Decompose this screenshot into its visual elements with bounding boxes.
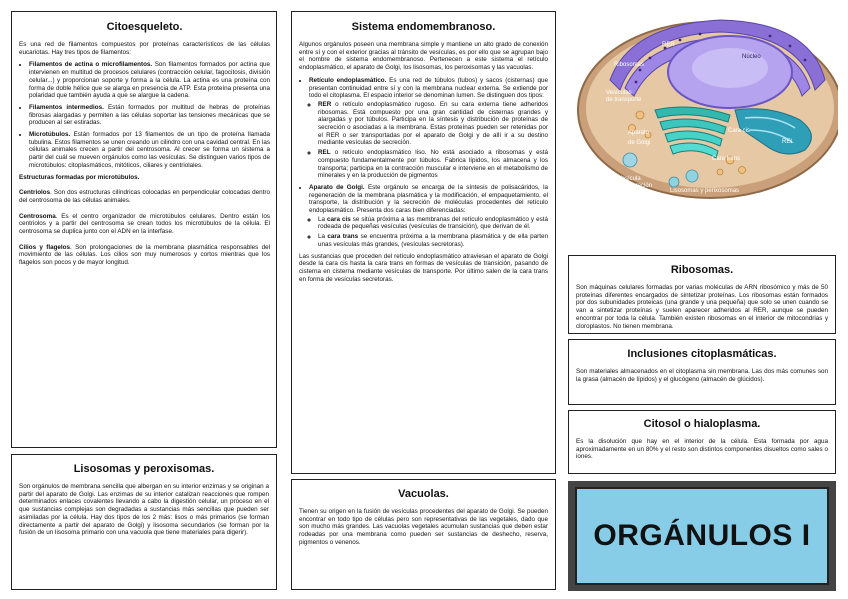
list-item: • Filamentos de actina o microfilamentos. Son filamentos formados por actina que intervienen en multitud de procesos celulares (contracción celular, fagocitosis, división celular...) y proporcionan soporte y forma a la célula. La actina es una proteína con forma de doble hélice que se alarga en presencia de ATP. Esta proteína presenta una polaridad que también ayuda a que se alargue la cadena. <box>29 61 270 100</box>
list-item: • Filamentos intermedios. Están formados por multitud de hebras de proteínas fibrosas alargadas y permiten a las células soportar las tensiones mecánicas que se producen al ser estiradas. <box>29 104 270 127</box>
label-cara-cis: Cara cis <box>728 128 751 134</box>
citosol-text: Es la disolución que hay en el interior de la célula. Esta formada por agua aproximadamente en un 80% y el resto son distintos componentes disueltos como sales o iones. <box>576 438 828 461</box>
list-item: • Aparato de Golgi. Este orgánulo se encarga de la síntesis de polisacáridos, la regeneración de la membrana plasmática y la modificación, el empaquetamiento, el transporte, la distribución y la secreción de moléculas procedentes del retículo endoplasmático. Presenta dos caras bien diferenciadas: ◦ La cara cis se sitúa próxima a las membranas del retículo endoplasmático y está rodeada de pequeñas vesículas (vesículas de transición), que derivan de él. ◦ La cara trans se encuentra próxima a la membrana plasmática y de ella parten unas vesículas más grandes, (vesículas secretoras). <box>309 184 548 249</box>
citoesqueleto-intro: Es una red de filamentos compuestos por proteínas característicos de las células eucariotas. Hay tres tipos de filamentos: <box>19 41 270 56</box>
ribosomas-section <box>568 255 836 334</box>
endomembranoso-title: Sistema endomembranoso. <box>351 21 496 33</box>
structures-subheading: Estructuras formadas por microtúbulos. <box>19 173 140 181</box>
vacuolas-title: Vacuolas. <box>398 488 449 500</box>
label-rer: RER <box>662 42 675 48</box>
lisosomas-title: Lisosomas y peroxisomas. <box>73 463 215 475</box>
structure-paragraph: Cilios y flagelos. Son prolongaciones de la membrana plasmática responsables del movimiento de las células. Los cilios son muy numerosos y cortos mientras que los flagelos son pocos y de mayor longitud. <box>19 243 270 267</box>
label-cara-trans: Cara trans <box>712 156 741 162</box>
vacuolas-section <box>291 479 556 590</box>
page-title: ORGÁNULOS I <box>593 519 811 552</box>
list-item: ◦ RER o retículo endoplasmático rugoso. En su cara externa tiene adheridos ribosomas. Está compuesto por una gran cantidad de cisternas grandes y alargadas y por túbulos. Participa en la síntesis y distribución de proteínas de secreción o asociadas a la membrana. Estas proteínas pueden ser retenidas por el RER o ser transportadas por el aparato de Golgi y de allí ir a su destino mediante vesículas de secreción. <box>318 101 548 147</box>
cell-diagram <box>570 10 838 202</box>
ribosomas-title: Ribosomas. <box>670 264 734 276</box>
label-rel: REL <box>782 139 794 145</box>
list-item: ◦ La cara trans se encuentra próxima a la membrana plasmática y de ella parten unas vesículas más grandes, (vesículas secretoras). <box>318 233 548 248</box>
citoesqueleto-section <box>11 11 277 448</box>
inclusiones-section <box>568 339 836 405</box>
list-item: • Retículo endoplasmático. Es una red de túbulos (tubos) y sacos (cisternas) que presentan continuidad entre sí y con la membrana nuclear externa. Se extiende por todo el citoplasma. El espacio interior se denominan lumen. Se distinguen dos tipos: ◦ RER o retículo endoplasmático rugoso. En su cara externa tiene adheridos ribosomas. Está compuesto por una gran cantidad de cisternas grandes y alargadas y por túbulos. Participa en la síntesis y distribución de proteínas de secreción o asociadas a la membrana. Estas proteínas pueden ser retenidas por el RER o ser transportadas por el aparato de Golgi y de allí ir a su destino mediante vesículas de secreción. ◦ REL o retículo endoplasmático liso. No está asociado a ribosomas y está compuesto fundamentalmente por túbulos. Fabrica lípidos, los almacena y los transporta; participa en la contracción muscular e interviene en el metabolismo de minerales y en la producción de pigmentos <box>309 77 548 180</box>
label-nucleo: Núcleo <box>742 54 761 60</box>
endomembranoso-intro: Algunos orgánulos poseen una membrana simple y mantiene un alto grado de conexión entre sí y con el exterior gracias al tránsito de vesículas, es por ello que se agrupan bajo el nombre de sistema endomembranoso. Pertenecen a este sistema el retículo endoplasmático, el aparato de Golgi, los lisosomas, los peroxisomas y las vacuolas. <box>299 41 548 72</box>
label-vesicula-secrecion: Vesícula de secreción <box>618 176 653 189</box>
filament-list <box>19 61 270 169</box>
list-item: • Microtúbulos. Están formados por 13 filamentos de un tipo de proteína llamada tubulina. Estos filamentos se unen creando un cilindro con una cavidad central. En las células animales crecen a partir del centrosoma. Al crecer se forma un sistema a partir del cuál se mueven orgánulos como las vesículas. Se distinguen varios tipos de microtúbulos: citoplasmáticos, mitóticos, ciliares y centriolales. <box>29 131 270 170</box>
list-item: ◦ REL o retículo endoplasmático liso. No está asociado a ribosomas y está compuesto fundamentalmente por túbulos. Fabrica lípidos, los almacena y los transporta; participa en la contracción muscular e interviene en el metabolismo de minerales y en la producción de pigmentos <box>318 149 548 180</box>
citoesqueleto-title: Citoesqueleto. <box>106 21 183 33</box>
lisosomas-section <box>11 454 277 590</box>
inclusiones-title: Inclusiones citoplasmáticas. <box>627 348 777 360</box>
title-banner <box>568 481 836 591</box>
vacuolas-text: Tienen su origen en la fusión de vesículas procedentes del aparato de Golgi. Se pueden encontrar en todo tipo de células pero son representativas de las vegetales, dado que son mucho más grandes. Las vacuolas vegetales acumulan sustancias que deben estar rodeadas por una membrana como pueden ser sustancias de deshecho, reserva, pigmentos o venenos. <box>299 508 548 546</box>
list-item: ◦ La cara cis se sitúa próxima a las membranas del retículo endoplasmático y está rodeada de pequeñas vesículas (vesículas de transición), que derivan de él. <box>318 216 548 231</box>
endomembranoso-outro: Las sustancias que proceden del retículo endoplasmático atraviesan el aparato de Golgi desde la cara cis hasta la cara trans en formas de vesículas de transición, pasando de cisterna en cisterna mediante vesículas de transporte. Por último salen de la cara trans en forma de vesículas secretoras. <box>299 252 548 283</box>
ribosomas-text: Son máquinas celulares formadas por varias moléculas de ARN ribosómico y más de 50 proteínas diferentes encargados de sintetizar proteínas. Los ribosomas están formados por dos subunidades proteicas (una grande y una pequeña) que solo se unen cuando se van a sintetizar proteínas y suelen aparecer adheridos al RER, aunque se pueden encontrar por toda la célula. También existen ribosomas en el interior de mitocondrias y cloroplastos. No tienen membrana. <box>576 284 828 330</box>
label-vesiculas-transporte: Vesículas de transporte <box>606 90 642 103</box>
citosol-section <box>568 410 836 474</box>
endomembranoso-list <box>299 77 548 249</box>
structure-paragraph: Centrosoma. Es el centro organizador de microtúbulos celulares. Dentro están los centriolos y a partir del centrosoma se crean todos los microtúbulos de la célula. El centrosoma se duplica junto con el ADN en la interfase. <box>19 212 270 236</box>
lisosomas-text: Son orgánulos de membrana sencilla que albergan en su interior enzimas y se originan a partir del aparato de Golgi. Las enzimas de su interior catalizan reacciones que rompen determinados enlaces covalentes llevando a cabo la digestión celular, un proceso en el que sustancias complejas son degradadas a sustancias más sencillas que pueden ser asimiladas por la célula. Hay dos tipos de los 2 más: lisos o más primarios (se forman directamente a partir del aparato de Golgi) y lisosoma secundarios (se forman por la fusión de un lisosoma primario con una vacuola que tiene materiales para digerir). <box>19 483 269 537</box>
label-golgi: Aparato de Golgi <box>628 130 651 146</box>
citosol-title: Citosol o hialoplasma. <box>643 418 761 430</box>
label-lisosomas: Lisosomas y perixosomas <box>670 188 740 194</box>
endomembranoso-section <box>291 11 556 474</box>
title-banner-inner <box>575 487 829 585</box>
inclusiones-text: Son materiales almacenados en el citoplasma sin membrana. Las dos más comunes son la grasa (almacén de lípidos) y el glucógeno (almacén de glúcidos). <box>576 368 828 383</box>
label-ribosomas: Ribosomas <box>614 62 645 68</box>
structure-paragraph: Centriolos. Son dos estructuras cilíndricas colocadas en perpendicular colocadas dentro del centrosoma de las células animales. <box>19 189 270 204</box>
